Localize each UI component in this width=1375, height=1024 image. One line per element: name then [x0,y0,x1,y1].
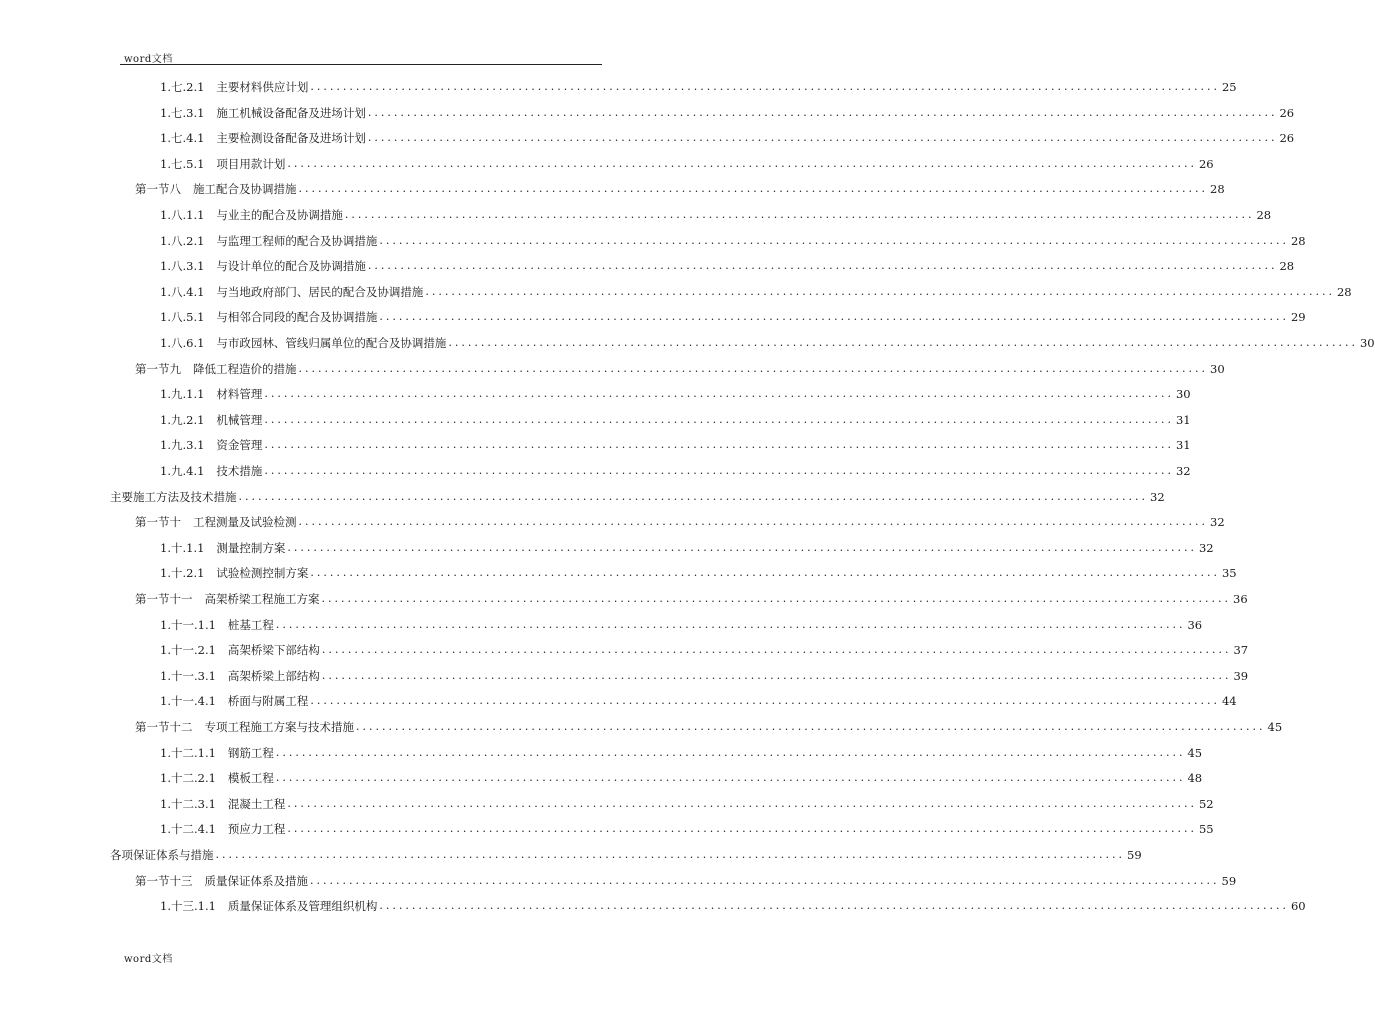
page-header: word文档 [124,54,173,65]
toc-dot-leader: ............................................................................................................................................ [310,80,1220,93]
toc-dot-leader: ............................................................................................................................................ [287,540,1197,554]
toc-entry-number: 1.七.3.1 [160,105,205,120]
toc-entry-page-number: 30 [1210,361,1225,376]
toc-entry-number: 1.九.4.1 [160,464,205,478]
toc-entry-title: 与设计单位的配合及协调措施 [216,259,366,274]
toc-entry-title: 项目用款计划 [216,156,286,171]
toc-entry-page-number: 31 [1175,412,1191,427]
toc-entry-title: 模板工程 [227,771,274,786]
toc-entry-page-number: 30 [1359,336,1375,350]
toc-entry-page-number: 55 [1198,822,1214,837]
toc-entry-number: 1.十二.3.1 [160,796,216,811]
toc-entry-page-number: 28 [1290,233,1306,248]
toc-entry-page-number: 28 [1256,208,1272,222]
toc-entry-title: 桥面与附属工程 [227,694,309,709]
toc-entry[interactable] [160,791,1214,811]
toc-dot-leader: ............................................................................................................................................ [287,822,1197,836]
toc-entry-page-number: 60 [1290,899,1306,914]
toc-entry-title: 高架桥梁下部结构 [227,643,320,658]
toc-entry-page-number: 28 [1279,259,1295,274]
toc-entry[interactable] [160,381,1191,402]
toc-entry-title: 与当地政府部门、居民的配合及协调措施 [216,284,424,299]
toc-dot-leader: ............................................................................................................................................ [344,208,1255,221]
toc-entry-number: 第一节九 [135,361,181,376]
toc-dot-leader: ............................................................................................................................................ [356,720,1266,733]
toc-entry-title: 钢筋工程 [227,745,274,760]
toc-dot-leader: ............................................................................................................................................ [379,310,1289,324]
toc-entry-number: 1.八.4.1 [160,284,205,299]
toc-entry[interactable] [160,125,1295,146]
toc-entry-page-number: 32 [1210,515,1225,530]
toc-entry[interactable] [160,816,1214,837]
toc-dot-leader: ............................................................................................................................................ [379,899,1289,913]
toc-entry-title: 施工配合及协调措施 [193,182,297,197]
toc-entry[interactable] [160,253,1295,274]
toc-dot-leader: ............................................................................................................................................ [287,796,1197,810]
toc-dot-leader: ............................................................................................................................................ [448,336,1358,349]
header-rule [120,64,602,65]
toc-entry-page-number: 25 [1221,80,1237,94]
toc-entry-page-number: 52 [1198,796,1214,811]
toc-entry[interactable] [135,586,1248,606]
toc-dot-leader: ............................................................................................................................................ [287,156,1197,170]
toc-dot-leader: ............................................................................................................................................ [298,361,1209,375]
toc-entry-title: 主要材料供应计划 [216,80,309,94]
toc-entry-page-number: 35 [1221,566,1237,581]
page-footer: word文档 [124,954,173,965]
toc-entry[interactable] [160,151,1214,171]
toc-entry[interactable] [160,100,1295,120]
toc-entry-number: 1.十二.4.1 [160,822,216,837]
toc-entry[interactable] [160,893,1306,914]
toc-entry[interactable] [135,868,1237,888]
toc-entry[interactable] [160,279,1352,299]
toc-entry-title: 主要检测设备配备及进场计划 [216,131,366,146]
toc-entry-title: 机械管理 [216,412,263,427]
toc-entry[interactable] [110,484,1165,504]
toc-entry-page-number: 39 [1233,668,1249,683]
toc-entry-page-number: 26 [1279,131,1295,146]
toc-entry-title: 专项工程施工方案与技术措施 [204,720,354,734]
toc-entry-number: 第一节十二 [135,720,193,734]
toc-entry-title: 试验检测控制方案 [216,566,309,581]
toc-dot-leader: ............................................................................................................................................ [238,489,1149,503]
toc-entry[interactable] [135,509,1225,530]
toc-entry-title: 降低工程造价的措施 [193,361,297,376]
toc-entry[interactable] [160,535,1214,555]
toc-entry-title: 工程测量及试验检测 [193,515,297,530]
toc-entry[interactable] [160,304,1306,325]
toc-dot-leader: ............................................................................................................................................ [321,592,1232,605]
toc-entry-number: 1.十一.1.1 [160,617,216,632]
toc-entry-page-number: 37 [1233,643,1249,658]
toc-entry-number: 1.八.5.1 [160,310,205,325]
toc-entry[interactable] [160,407,1191,427]
toc-dot-leader: ............................................................................................................................................ [321,643,1232,657]
toc-entry-number: 第一节八 [135,182,181,197]
toc-entry-number: 1.八.1.1 [160,208,205,222]
toc-entry-number: 1.十.2.1 [160,566,205,581]
toc-entry-title: 技术措施 [216,464,263,478]
toc-entry-title: 材料管理 [216,387,263,402]
toc-entry[interactable] [135,356,1225,376]
toc-dot-leader: ............................................................................................................................................ [367,131,1278,145]
toc-entry-page-number: 59 [1221,873,1237,888]
toc-dot-leader: ............................................................................................................................................ [215,848,1126,861]
toc-entry[interactable] [135,714,1283,734]
toc-entry-number: 1.九.1.1 [160,387,205,402]
toc-entry-page-number: 48 [1187,771,1203,786]
toc-entry[interactable] [160,688,1237,709]
toc-entry-page-number: 26 [1198,156,1214,171]
toc-entry-number: 1.七.4.1 [160,131,205,146]
toc-entry-title: 与市政园林、管线归属单位的配合及协调措施 [216,336,447,350]
toc-entry-number: 1.七.2.1 [160,80,205,94]
toc-dot-leader: ............................................................................................................................................ [310,873,1220,887]
toc-entry-page-number: 26 [1279,105,1295,120]
toc-dot-leader: ............................................................................................................................................ [264,438,1174,452]
toc-entry[interactable] [160,612,1203,632]
toc-dot-leader: ............................................................................................................................................ [310,566,1220,580]
toc-entry[interactable] [160,74,1237,94]
toc-entry-title: 施工机械设备配备及进场计划 [216,105,366,120]
toc-entry-title: 与监理工程师的配合及协调措施 [216,233,378,248]
toc-dot-leader: ............................................................................................................................................ [310,694,1220,708]
toc-dot-leader: ............................................................................................................................................ [379,233,1289,247]
toc-entry-page-number: 59 [1127,848,1142,862]
toc-dot-leader: ............................................................................................................................................ [425,284,1335,298]
toc-entry-number: 1.七.5.1 [160,156,205,171]
toc-entry[interactable] [160,432,1191,453]
toc-entry[interactable] [160,740,1203,760]
toc-entry[interactable] [135,176,1225,197]
toc-entry-page-number: 45 [1267,720,1283,734]
toc-dot-leader: ............................................................................................................................................ [264,412,1174,426]
toc-entry-title: 与业主的配合及协调措施 [216,208,343,222]
toc-entry-title: 质量保证体系及管理组织机构 [227,899,378,914]
toc-entry-page-number: 45 [1187,745,1203,760]
toc-entry-number: 第一节十三 [135,873,193,888]
toc-entry-number: 第一节十 [135,515,181,530]
toc-entry-number: 1.九.3.1 [160,438,205,453]
toc-entry-number: 1.十一.2.1 [160,643,216,658]
toc-entry[interactable] [160,637,1249,658]
toc-entry-title: 与相邻合同段的配合及协调措施 [216,310,378,325]
toc-dot-leader: ............................................................................................................................................ [367,259,1278,273]
toc-entry-title: 质量保证体系及措施 [204,873,308,888]
toc-entry-title: 高架桥梁工程施工方案 [204,592,320,606]
toc-entry-title: 测量控制方案 [216,540,286,555]
toc-entry-number: 1.八.2.1 [160,233,205,248]
toc-entry[interactable] [160,228,1306,248]
toc-entry-page-number: 31 [1175,438,1191,453]
toc-dot-leader: ............................................................................................................................................ [298,182,1209,196]
toc-entry-number: 1.八.3.1 [160,259,205,274]
toc-entry[interactable] [160,330,1375,350]
toc-entry-title: 混凝土工程 [227,796,286,811]
toc-entry-title: 主要施工方法及技术措施 [110,489,237,504]
toc-entry[interactable] [160,202,1272,222]
toc-entry-page-number: 28 [1336,284,1352,299]
toc-entry-page-number: 28 [1210,182,1225,197]
toc-entry-number: 第一节十一 [135,592,193,606]
toc-entry-number: 1.十一.3.1 [160,668,216,683]
toc-dot-leader: ............................................................................................................................................ [275,745,1186,759]
toc-entry-page-number: 36 [1233,592,1248,606]
toc-entry[interactable] [160,663,1249,683]
toc-dot-leader: ............................................................................................................................................ [367,105,1278,119]
toc-entry-page-number: 32 [1198,540,1214,555]
toc-dot-leader: ............................................................................................................................................ [264,387,1174,401]
toc-entry-number: 1.十二.1.1 [160,745,216,760]
toc-entry-page-number: 32 [1175,464,1191,478]
toc-dot-leader: ............................................................................................................................................ [298,515,1209,529]
toc-entry-page-number: 29 [1290,310,1306,325]
toc-entry-title: 高架桥梁上部结构 [227,668,320,683]
toc-entry-title: 预应力工程 [227,822,286,837]
toc-entry-number: 1.十三.1.1 [160,899,216,914]
toc-dot-leader: ............................................................................................................................................ [275,771,1186,785]
toc-entry-title: 各项保证体系与措施 [110,848,214,862]
toc-entry[interactable] [110,842,1142,862]
toc-entry[interactable] [160,560,1237,581]
toc-dot-leader: ............................................................................................................................................ [275,617,1186,631]
toc-entry-title: 桩基工程 [227,617,274,632]
toc-entry-page-number: 30 [1175,387,1191,402]
toc-entry-number: 1.十.1.1 [160,540,205,555]
toc-entry[interactable] [160,765,1203,786]
toc-entry-number: 1.九.2.1 [160,412,205,427]
toc-entry-title: 资金管理 [216,438,263,453]
toc-dot-leader: ............................................................................................................................................ [321,668,1232,682]
toc-entry-number: 1.十一.4.1 [160,694,216,709]
toc-entry-page-number: 32 [1150,489,1165,504]
toc-entry-number: 1.八.6.1 [160,336,205,350]
toc-entry[interactable] [160,458,1191,478]
toc-entry-page-number: 44 [1221,694,1237,709]
toc-dot-leader: ............................................................................................................................................ [264,464,1174,477]
toc-entry-number: 1.十二.2.1 [160,771,216,786]
toc-entry-page-number: 36 [1187,617,1203,632]
